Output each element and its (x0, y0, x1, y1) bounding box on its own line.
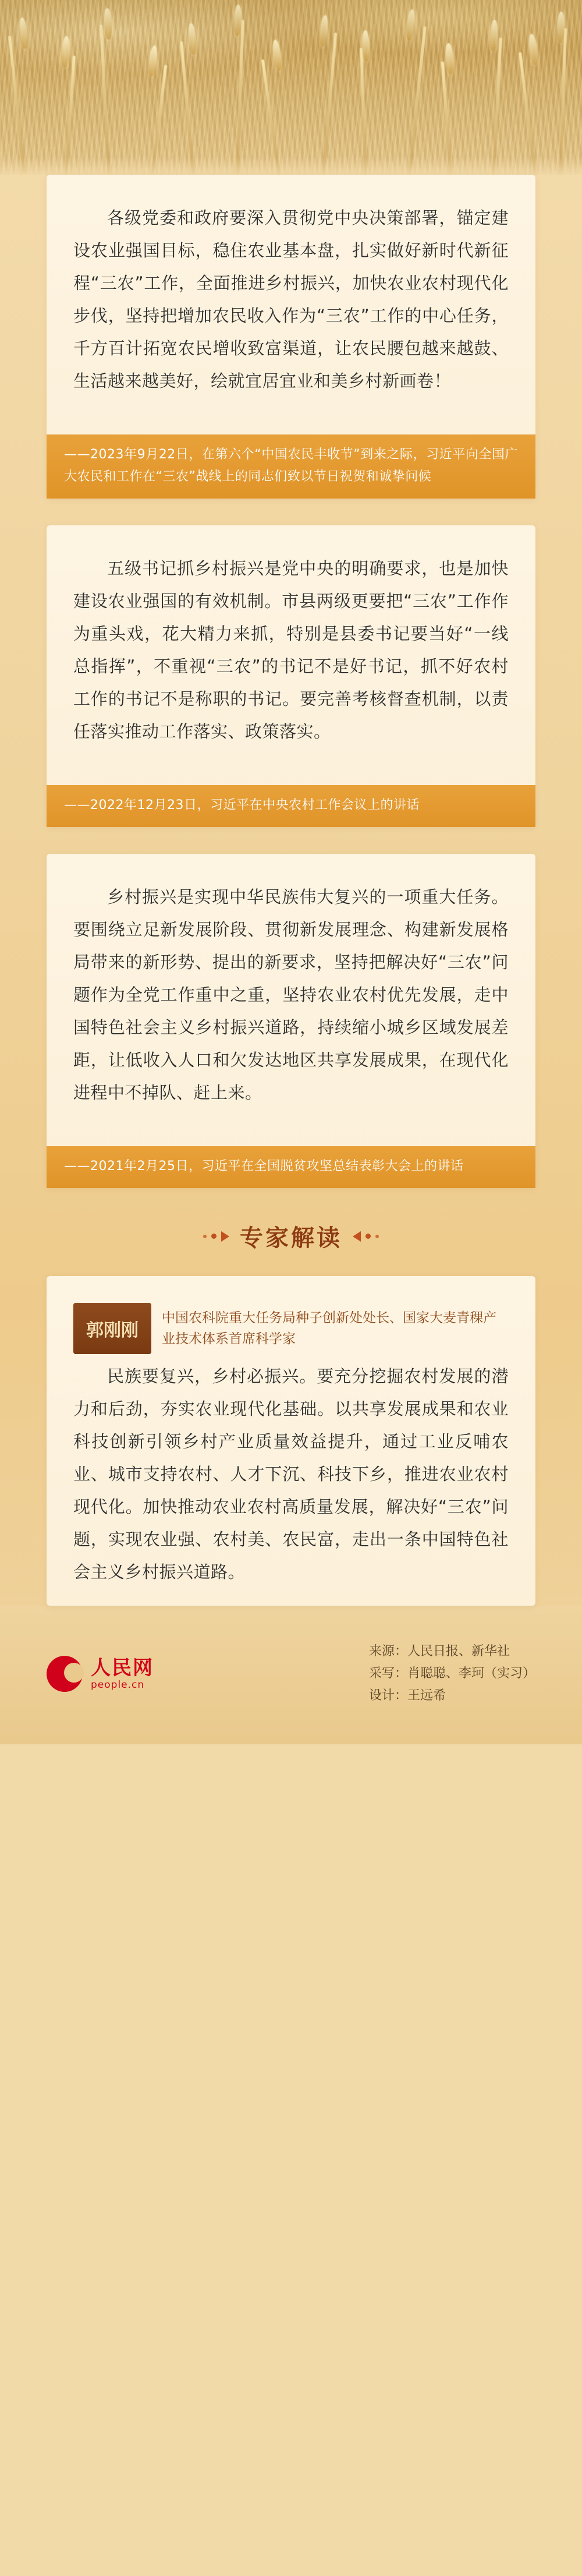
logo-text-cn: 人民网 (91, 1656, 154, 1680)
quote-citation: ——2021年2月25日，习近平在全国脱贫攻坚总结表彰大会上的讲话 (47, 1146, 535, 1188)
people-cn-logo-icon (47, 1656, 83, 1692)
logo-text-en: people.cn (91, 1679, 145, 1691)
expert-title: 中国农科院重大任务局种子创新处处长、国家大麦青稞产业技术体系首席科学家 (162, 1310, 496, 1347)
expert-nameplate (73, 1303, 509, 1354)
right-ornament-icon (353, 1231, 379, 1242)
left-ornament-icon (203, 1231, 229, 1242)
quote-paragraph: 乡村振兴是实现中华民族伟大复兴的一项重大任务。要围绕立足新发展阶段、贯彻新发展理念、构建新发展格局带来的新形势、提出的新要求，坚持把解决好“三农”问题作为全党工作重中之重，坚持农业农村优先发展，走中国特色社会主义乡村振兴道路，持续缩小城乡区域发展差距，让低收入人口和欠发达地区共享发展成果，在现代化进程中不掉队、赶上来。 (73, 887, 509, 1103)
section-heading (0, 1188, 582, 1276)
hero-banner-image (0, 0, 582, 175)
expert-paragraph: 民族要复兴，乡村必振兴。要充分挖掘农村发展的潜力和后劲，夯实农业现代化基础。以共享发展成果和农业科技创新引领乡村产业质量效益提升，通过工业反哺农业、城市支持农村、人才下沉、科技下乡，推进农业农村现代化。加快推动农业农村高质量发展，解决好“三农”问题，实现农业强、农村美、农民富，走出一条中国特色社会主义乡村振兴道路。 (73, 1366, 509, 1582)
quote-card (47, 175, 535, 499)
site-logo[interactable] (47, 1656, 154, 1692)
quote-citation: ——2023年9月22日，在第六个“中国农民丰收节”到来之际，习近平向全国广大农民和工作在“三农”战线上的同志们致以节日祝贺和诚挚问候 (47, 434, 535, 499)
credit-designer: 设计：王远希 (368, 1688, 446, 1703)
quote-paragraph: 五级书记抓乡村振兴是党中央的明确要求，也是加快建设农业强国的有效机制。市县两级更要把“三农”工作作为重头戏，花大精力来抓，特别是县委书记要当好“一线总指挥”，不重视“三农”的书记不是好书记，抓不好农村工作的书记不是称职的书记。要完善考核督查机制，以责任落实推动工作落实、政策落实。 (73, 559, 509, 741)
quote-citation: ——2022年12月23日，习近平在中央农村工作会议上的讲话 (47, 785, 535, 827)
credit-source: 来源：人民日报、新华社 (368, 1644, 510, 1659)
expert-card (47, 1276, 535, 1606)
quote-paragraph: 各级党委和政府要深入贯彻党中央决策部署，锚定建设农业强国目标，稳住农业基本盘，扎实做好新时代新征程“三农”工作，全面推进乡村振兴，加快农业农村现代化步伐，坚持把增加农民收入作为“三农”工作的中心任务，千方百计拓宽农民增收致富渠道，让农民腰包越来越鼓、生活越来越美好，绘就宜居宜业和美乡村新画卷！ (73, 208, 509, 391)
expert-name: 郭刚刚 (73, 1303, 151, 1354)
section-title: 专家解读 (240, 1224, 342, 1252)
quote-card (47, 854, 535, 1188)
footer (0, 1606, 582, 1744)
page-body (0, 175, 582, 1744)
card-spacer (0, 827, 582, 854)
hero-vignette (0, 0, 582, 175)
card-spacer (0, 499, 582, 525)
credit-writer: 采写：肖聪聪、李珂（实习） (368, 1666, 535, 1681)
credits-block (369, 1641, 535, 1707)
quote-card (47, 525, 535, 827)
